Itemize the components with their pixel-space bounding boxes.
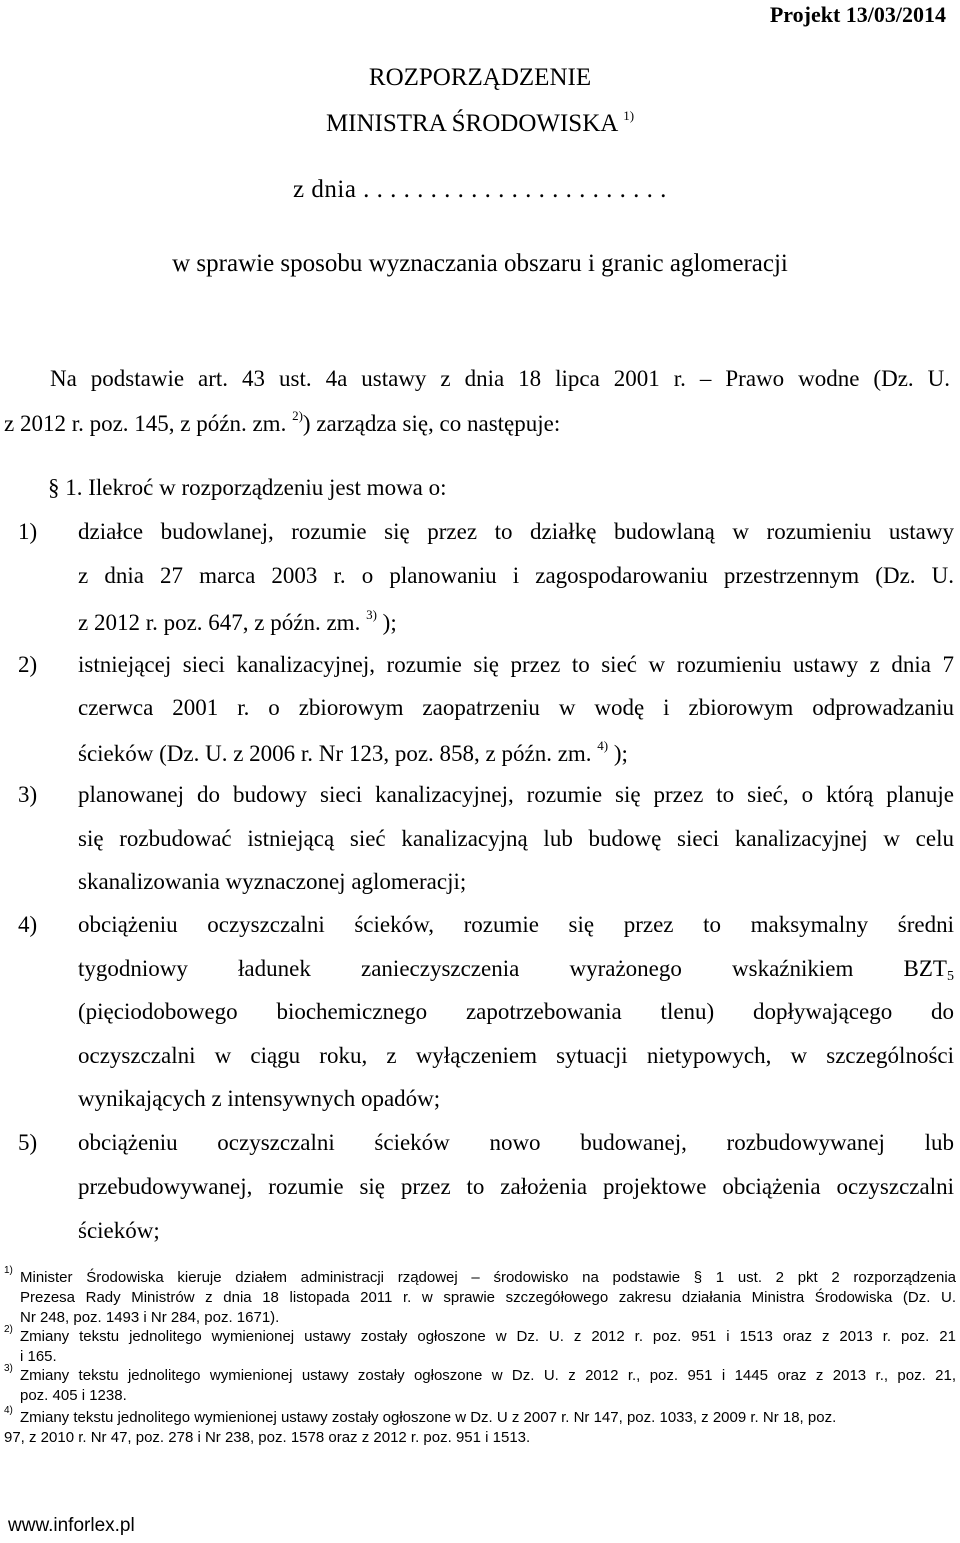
item-4-line-5: wynikających z intensywnych opadów; — [78, 1086, 441, 1111]
item-4-number: 4) — [18, 912, 38, 937]
footnote-2-line-2: i 165. — [20, 1348, 57, 1365]
footnote-4-line-2: 97, z 2010 r. Nr 47, poz. 278 i Nr 238, poz. 1578 oraz z 2012 r. poz. 951 i 1513. — [4, 1429, 531, 1446]
section-1-lead — [48, 475, 447, 501]
issuing-authority-text: MINISTRA ŚRODOWISKA — [325, 110, 617, 137]
item-2-number: 2) — [18, 652, 38, 677]
item-2-line-2: czerwca 2001 r. o zbiorowym zaopatrzeniu w wodę i zbiorowym odprowadzaniu — [78, 695, 954, 720]
date-line: z dnia . . . . . . . . . . . . . . . . . . . . . . . — [293, 176, 667, 203]
item-1-line-1: działce budowlanej, rozumie się przez to działkę budowlaną w rozumieniu ustawy — [78, 519, 954, 544]
item-4-text: tygodniowy ładunek zanieczyszczenia wyrażonego wskaźnikiem BZT — [78, 956, 947, 981]
item-1-text: z 2012 r. poz. 647, z późn. zm. — [78, 610, 361, 635]
section-lead-text: § 1. Ilekroć w rozporządzeniu jest mowa o: — [48, 475, 447, 500]
footnote-4-mark: 4) — [4, 1405, 13, 1416]
issuing-authority — [0, 108, 960, 138]
item-1-line-2: z dnia 27 marca 2003 r. o planowaniu i zagospodarowaniu przestrzennym (Dz. U. — [78, 563, 954, 588]
item-4-line-4: oczyszczalni w ciągu roku, z wyłączeniem sytuacji nietypowych, w szczególności — [78, 1043, 954, 1068]
item-1-number: 1) — [18, 519, 38, 544]
source-url: www.inforlex.pl — [8, 1515, 135, 1536]
preamble-text-end: ) zarządza się, co następuje: — [302, 411, 561, 436]
footnote-ref-2: 2) — [292, 408, 303, 423]
footnote-3-line-2: poz. 405 i 1238. — [20, 1387, 127, 1404]
item-4-line-2 — [78, 956, 954, 985]
preamble-line-1: Na podstawie art. 43 ust. 4a ustawy z dnia 18 lipca 2001 r. – Prawo wodne (Dz. U. — [50, 366, 950, 391]
item-2-line-3 — [78, 738, 628, 767]
item-3-line-2: się rozbudować istniejącą sieć kanalizacyjną lub budowę sieci kanalizacyjnej w celu — [78, 826, 954, 851]
subscript-5: 5 — [947, 969, 954, 984]
project-label: Projekt 13/03/2014 — [769, 2, 946, 27]
subject-line: w sprawie sposobu wyznaczania obszaru i granic aglomeracji — [172, 250, 788, 277]
footnote-2-line-1: Zmiany tekstu jednolitego wymienionej ustawy zostały ogłoszone w Dz. U. z 2012 r. poz. 951 i 1513 oraz z 2013 r. poz. 21 — [20, 1328, 956, 1345]
footnote-1-line-2: Prezesa Rady Ministrów z dnia 18 listopada 2011 r. w sprawie szczegółowego zakresu działania Ministra Środowiska (Dz. U. — [20, 1289, 956, 1306]
item-1-line-3 — [78, 607, 397, 636]
footnote-1-line-1: Minister Środowiska kieruje działem administracji rządowej – środowisko na podstawie § 1 ust. 2 pkt 2 rozporządzenia — [20, 1269, 956, 1286]
footnote-ref-3: 3) — [366, 607, 377, 622]
item-4-line-1: obciążeniu oczyszczalni ścieków, rozumie się przez to maksymalny średni — [78, 912, 954, 937]
item-2-text: ścieków (Dz. U. z 2006 r. Nr 123, poz. 858, z późn. zm. — [78, 741, 592, 766]
item-2-end: ); — [613, 741, 628, 766]
footnote-2-mark: 2) — [4, 1324, 13, 1335]
item-4-line-3: (pięciodobowego biochemicznego zapotrzebowania tlenu) dopływającego do — [78, 999, 954, 1024]
footnote-ref-4: 4) — [597, 738, 609, 753]
item-5-line-2: przebudowywanej, rozumie się przez to założenia projektowe obciążenia oczyszczalni — [78, 1174, 954, 1199]
preamble-text: z 2012 r. poz. 145, z późn. zm. — [4, 411, 287, 436]
item-2-line-1: istniejącej sieci kanalizacyjnej, rozumie się przez to sieć w rozumieniu ustawy z dnia 7 — [78, 652, 954, 677]
footnote-3-mark: 3) — [4, 1363, 13, 1374]
item-3-line-1: planowanej do budowy sieci kanalizacyjnej, rozumie się przez to sieć, o którą planuje — [78, 782, 954, 807]
footnote-ref-1: 1) — [623, 108, 635, 123]
footnote-3-line-1: Zmiany tekstu jednolitego wymienionej ustawy zostały ogłoszone w Dz. U. z 2012 r., poz. 951 i 1445 oraz z 2013 r., poz. 21, — [20, 1367, 956, 1384]
preamble-line-2 — [4, 408, 560, 437]
item-1-end: ); — [382, 610, 397, 635]
item-5-line-3: ścieków; — [78, 1218, 160, 1243]
document-type-title: ROZPORZĄDZENIE — [368, 64, 592, 91]
item-3-line-3: skanalizowania wyznaczonej aglomeracji; — [78, 869, 467, 894]
item-3-number: 3) — [18, 782, 38, 807]
footnote-1-line-3: Nr 248, poz. 1493 i Nr 284, poz. 1671). — [20, 1309, 280, 1326]
item-5-number: 5) — [18, 1130, 38, 1155]
item-5-line-1: obciążeniu oczyszczalni ścieków nowo budowanej, rozbudowywanej lub — [78, 1130, 954, 1155]
footnote-4-line-1: Zmiany tekstu jednolitego wymienionej ustawy zostały ogłoszone w Dz. U z 2007 r. Nr 147, poz. 1033, z 2009 r. Nr 18, poz. — [20, 1409, 837, 1426]
footnote-1-mark: 1) — [4, 1265, 13, 1276]
